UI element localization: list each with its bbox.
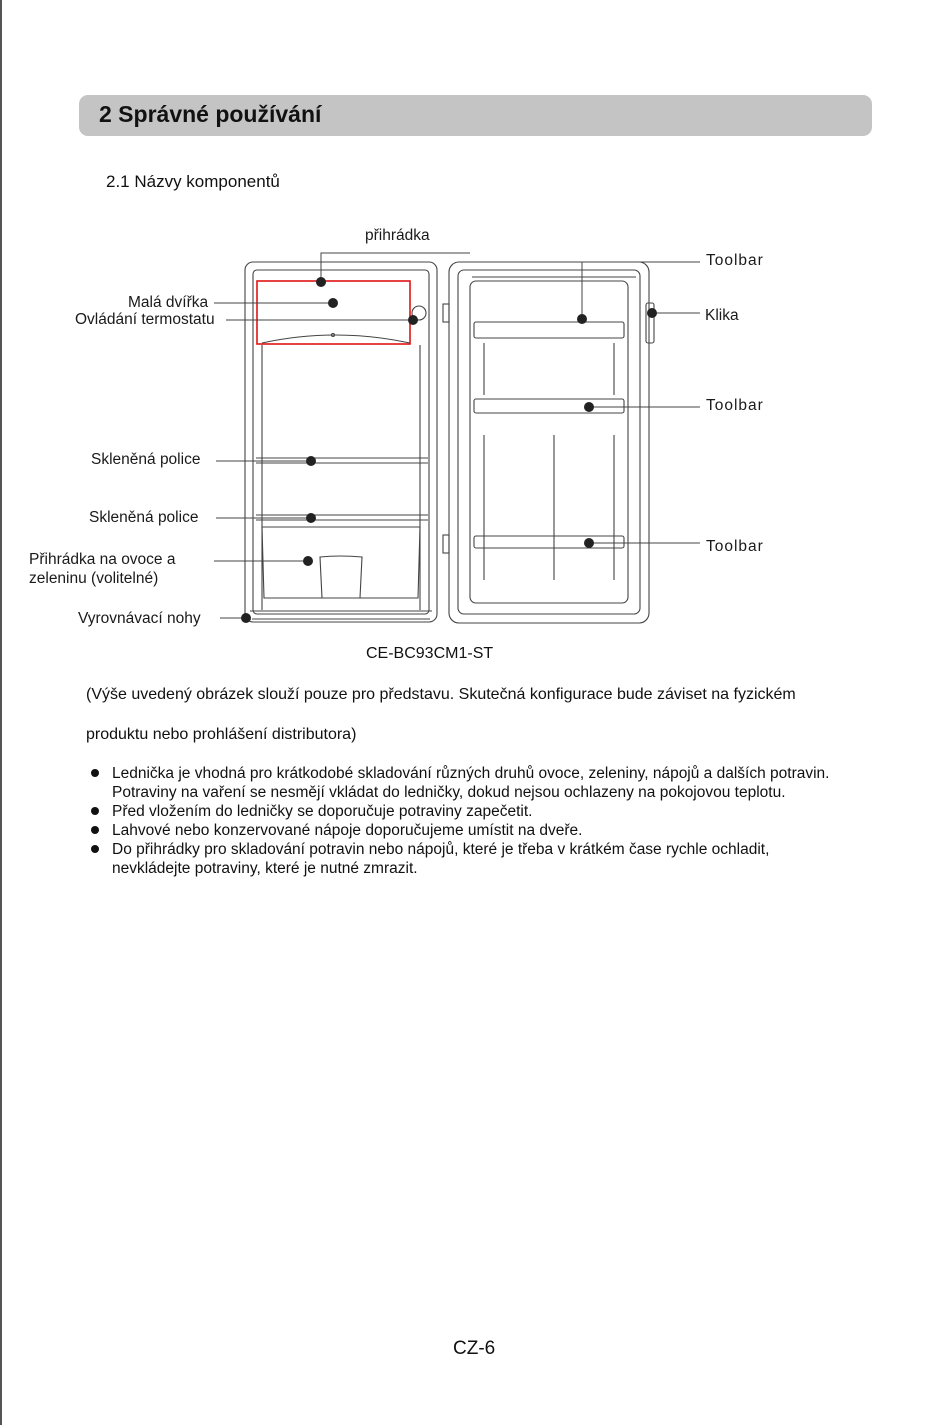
cabinet-outline xyxy=(245,262,437,622)
list-item: Před vložením do ledničky se doporučuje potraviny zapečetit. xyxy=(91,802,851,821)
list-item: Lahvové nebo konzervované nápoje doporučujeme umístit na dveře. xyxy=(91,821,851,840)
callout-dot-thermostat xyxy=(408,315,418,325)
label-crisper-line1: Přihrádka na ovoce a xyxy=(29,551,176,568)
page-left-edge xyxy=(0,0,2,1425)
label-door-shelf-3: Toolbar xyxy=(706,538,764,555)
subsection-title: 2.1 Názvy komponentů xyxy=(106,172,280,191)
list-item: Do přihrádky pro skladování potravin nebo nápojů, které je třeba v krátkém čase rychle ochladit, nevkládejte potraviny, které je nutné zmrazit. xyxy=(91,840,851,878)
callout-dot-crisper xyxy=(303,556,313,566)
model-number: CE-BC93CM1-ST xyxy=(366,645,494,662)
fridge-diagram xyxy=(0,215,950,635)
callout-dot-handle xyxy=(647,308,657,318)
callout-dot-glass-shelf-1 xyxy=(306,456,316,466)
section-header xyxy=(79,95,872,136)
disclaimer-line-2: produktu nebo prohlášení distributora) xyxy=(86,726,357,743)
label-shelf-top: přihrádka xyxy=(365,227,430,244)
label-glass-shelf-2: Skleněná police xyxy=(89,509,199,526)
page-number: CZ-6 xyxy=(453,1338,496,1359)
label-door-shelf-2: Toolbar xyxy=(706,397,764,414)
section-heading: 2 Správné používání xyxy=(99,101,322,127)
label-small-door: Malá dvířka xyxy=(128,294,209,311)
callout-dot-small-door xyxy=(328,298,338,308)
door-outline xyxy=(449,262,649,623)
disclaimer-line-1: (Výše uvedený obrázek slouží pouze pro představu. Skutečná konfigurace bude záviset na fyzickém xyxy=(86,686,796,703)
usage-bullet-list xyxy=(91,764,851,878)
callout-dot-shelf-top xyxy=(316,277,326,287)
label-thermostat: Ovládání termostatu xyxy=(75,311,215,328)
callout-dot-leveling-feet xyxy=(241,613,251,623)
label-glass-shelf-1: Skleněná police xyxy=(91,451,201,468)
callout-dot-glass-shelf-2 xyxy=(306,513,316,523)
callout-dot-door-shelf-3 xyxy=(584,538,594,548)
list-item: Lednička je vhodná pro krátkodobé skladování různých druhů ovoce, zeleniny, nápojů a dalších potravin. Potraviny na vaření se nesmějí vkládat do ledničky, dokud nejsou ochlazeny na pokojovou teplotu. xyxy=(91,764,851,802)
door-liner xyxy=(470,281,628,603)
label-leveling-feet: Vyrovnávací nohy xyxy=(78,610,201,627)
callout-dot-door-shelf-2 xyxy=(584,402,594,412)
label-door-shelf-1: Toolbar xyxy=(706,252,764,269)
label-crisper-line2: zeleninu (volitelné) xyxy=(29,570,159,587)
label-handle: Klika xyxy=(705,307,739,324)
cabinet-inner xyxy=(253,270,429,614)
callout-dot-door-shelf-1 xyxy=(577,314,587,324)
